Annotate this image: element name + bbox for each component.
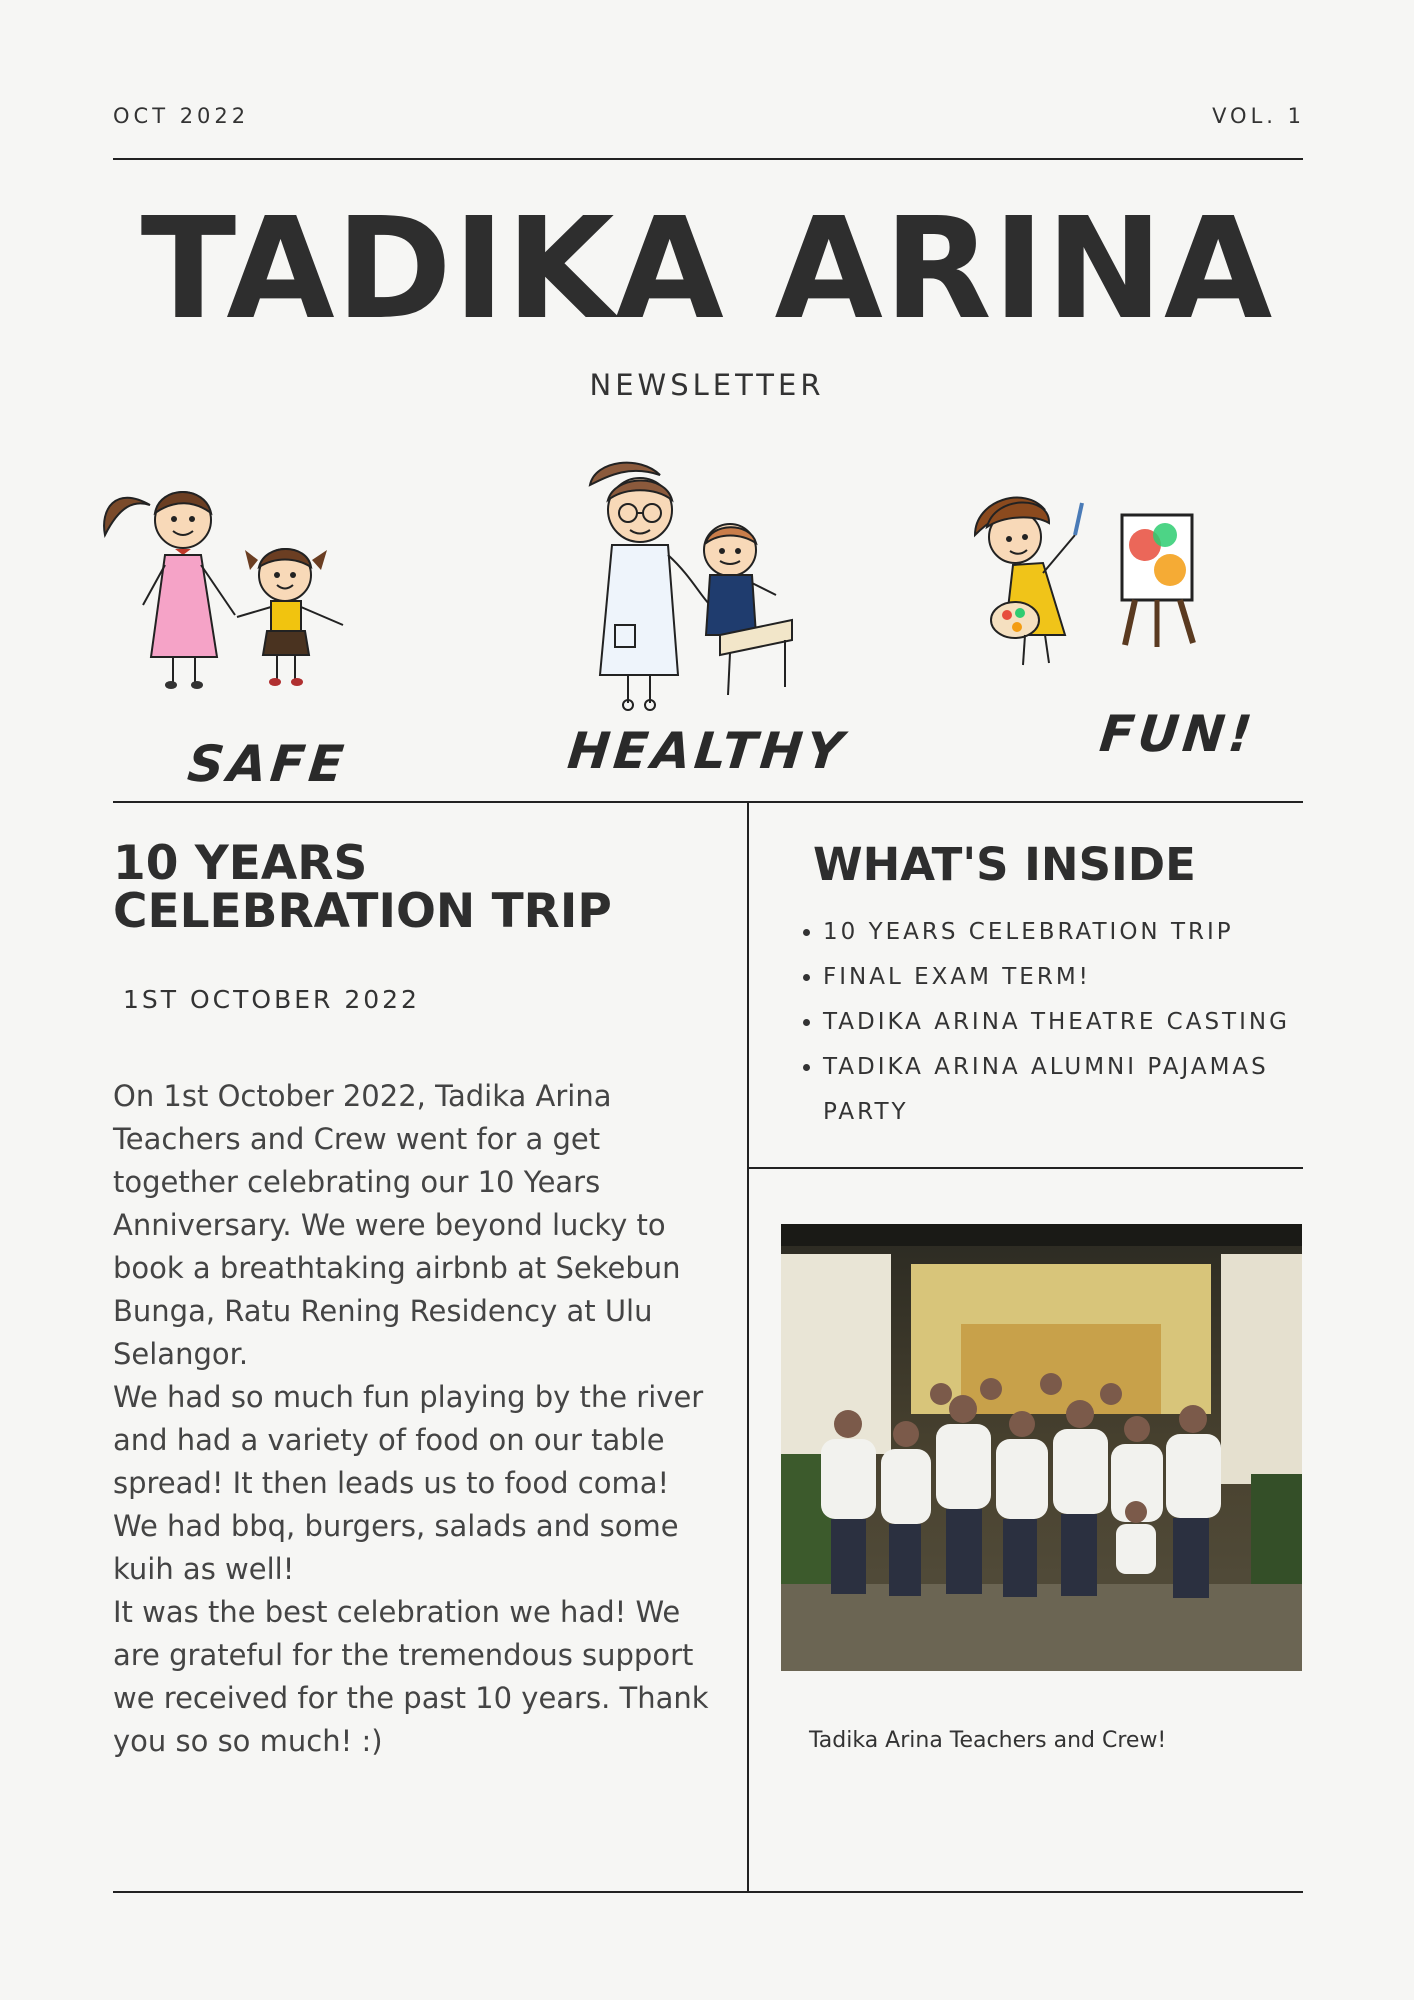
article-body (113, 1075, 713, 1763)
issue-volume: VOL. 1 (1212, 104, 1305, 128)
article-title: 10 YEARS CELEBRATION TRIP (113, 836, 612, 939)
group-photo (781, 1224, 1302, 1671)
value-fun: FUN! (1096, 705, 1259, 763)
whats-inside-list (795, 910, 1323, 1135)
article-paragraph: On 1st October 2022, Tadika Arina Teachers and Crew went for a get together celebrating our 10 Years Anniversary. We were beyond lucky to book a breathtaking airbnb at Sekebun Bunga, Ratu Rening Residency at Ulu Selangor. (113, 1079, 681, 1371)
value-healthy: HEALTHY (564, 722, 850, 780)
column-divider (747, 801, 749, 1893)
mother-child-illustration (95, 465, 385, 695)
whats-inside-title: WHAT'S INSIDE (813, 838, 1196, 891)
painter-easel-illustration (965, 475, 1215, 675)
masthead-subtitle: NEWSLETTER (589, 368, 825, 402)
footer-divider (113, 1891, 1303, 1893)
issue-date: OCT 2022 (113, 104, 250, 128)
list-item: • TADIKA ARINA ALUMNI PAJAMAS PARTY (823, 1045, 1323, 1135)
photo-caption: Tadika Arina Teachers and Crew! (809, 1728, 1167, 1753)
article-paragraph: We had so much fun playing by the river and had a variety of food on our table spread! It then leads us to food coma! We had bbq, burgers, salads and some kuih as well! (113, 1380, 704, 1586)
article-paragraph: It was the best celebration we had! We are grateful for the tremendous support we received for the past 10 years. Thank you so so much! :) (113, 1595, 709, 1758)
list-item: • 10 YEARS CELEBRATION TRIP (823, 910, 1323, 955)
doctor-patient-illustration (570, 455, 800, 715)
value-safe: SAFE (184, 735, 351, 793)
list-item: • FINAL EXAM TERM! (823, 955, 1323, 1000)
list-item: • TADIKA ARINA THEATRE CASTING (823, 1000, 1323, 1045)
header-divider (113, 158, 1303, 160)
article-date: 1ST OCTOBER 2022 (123, 985, 420, 1014)
sidebar-divider (749, 1167, 1303, 1169)
masthead-title: TADIKA ARINA (140, 188, 1274, 351)
content-top-divider (113, 801, 1303, 803)
